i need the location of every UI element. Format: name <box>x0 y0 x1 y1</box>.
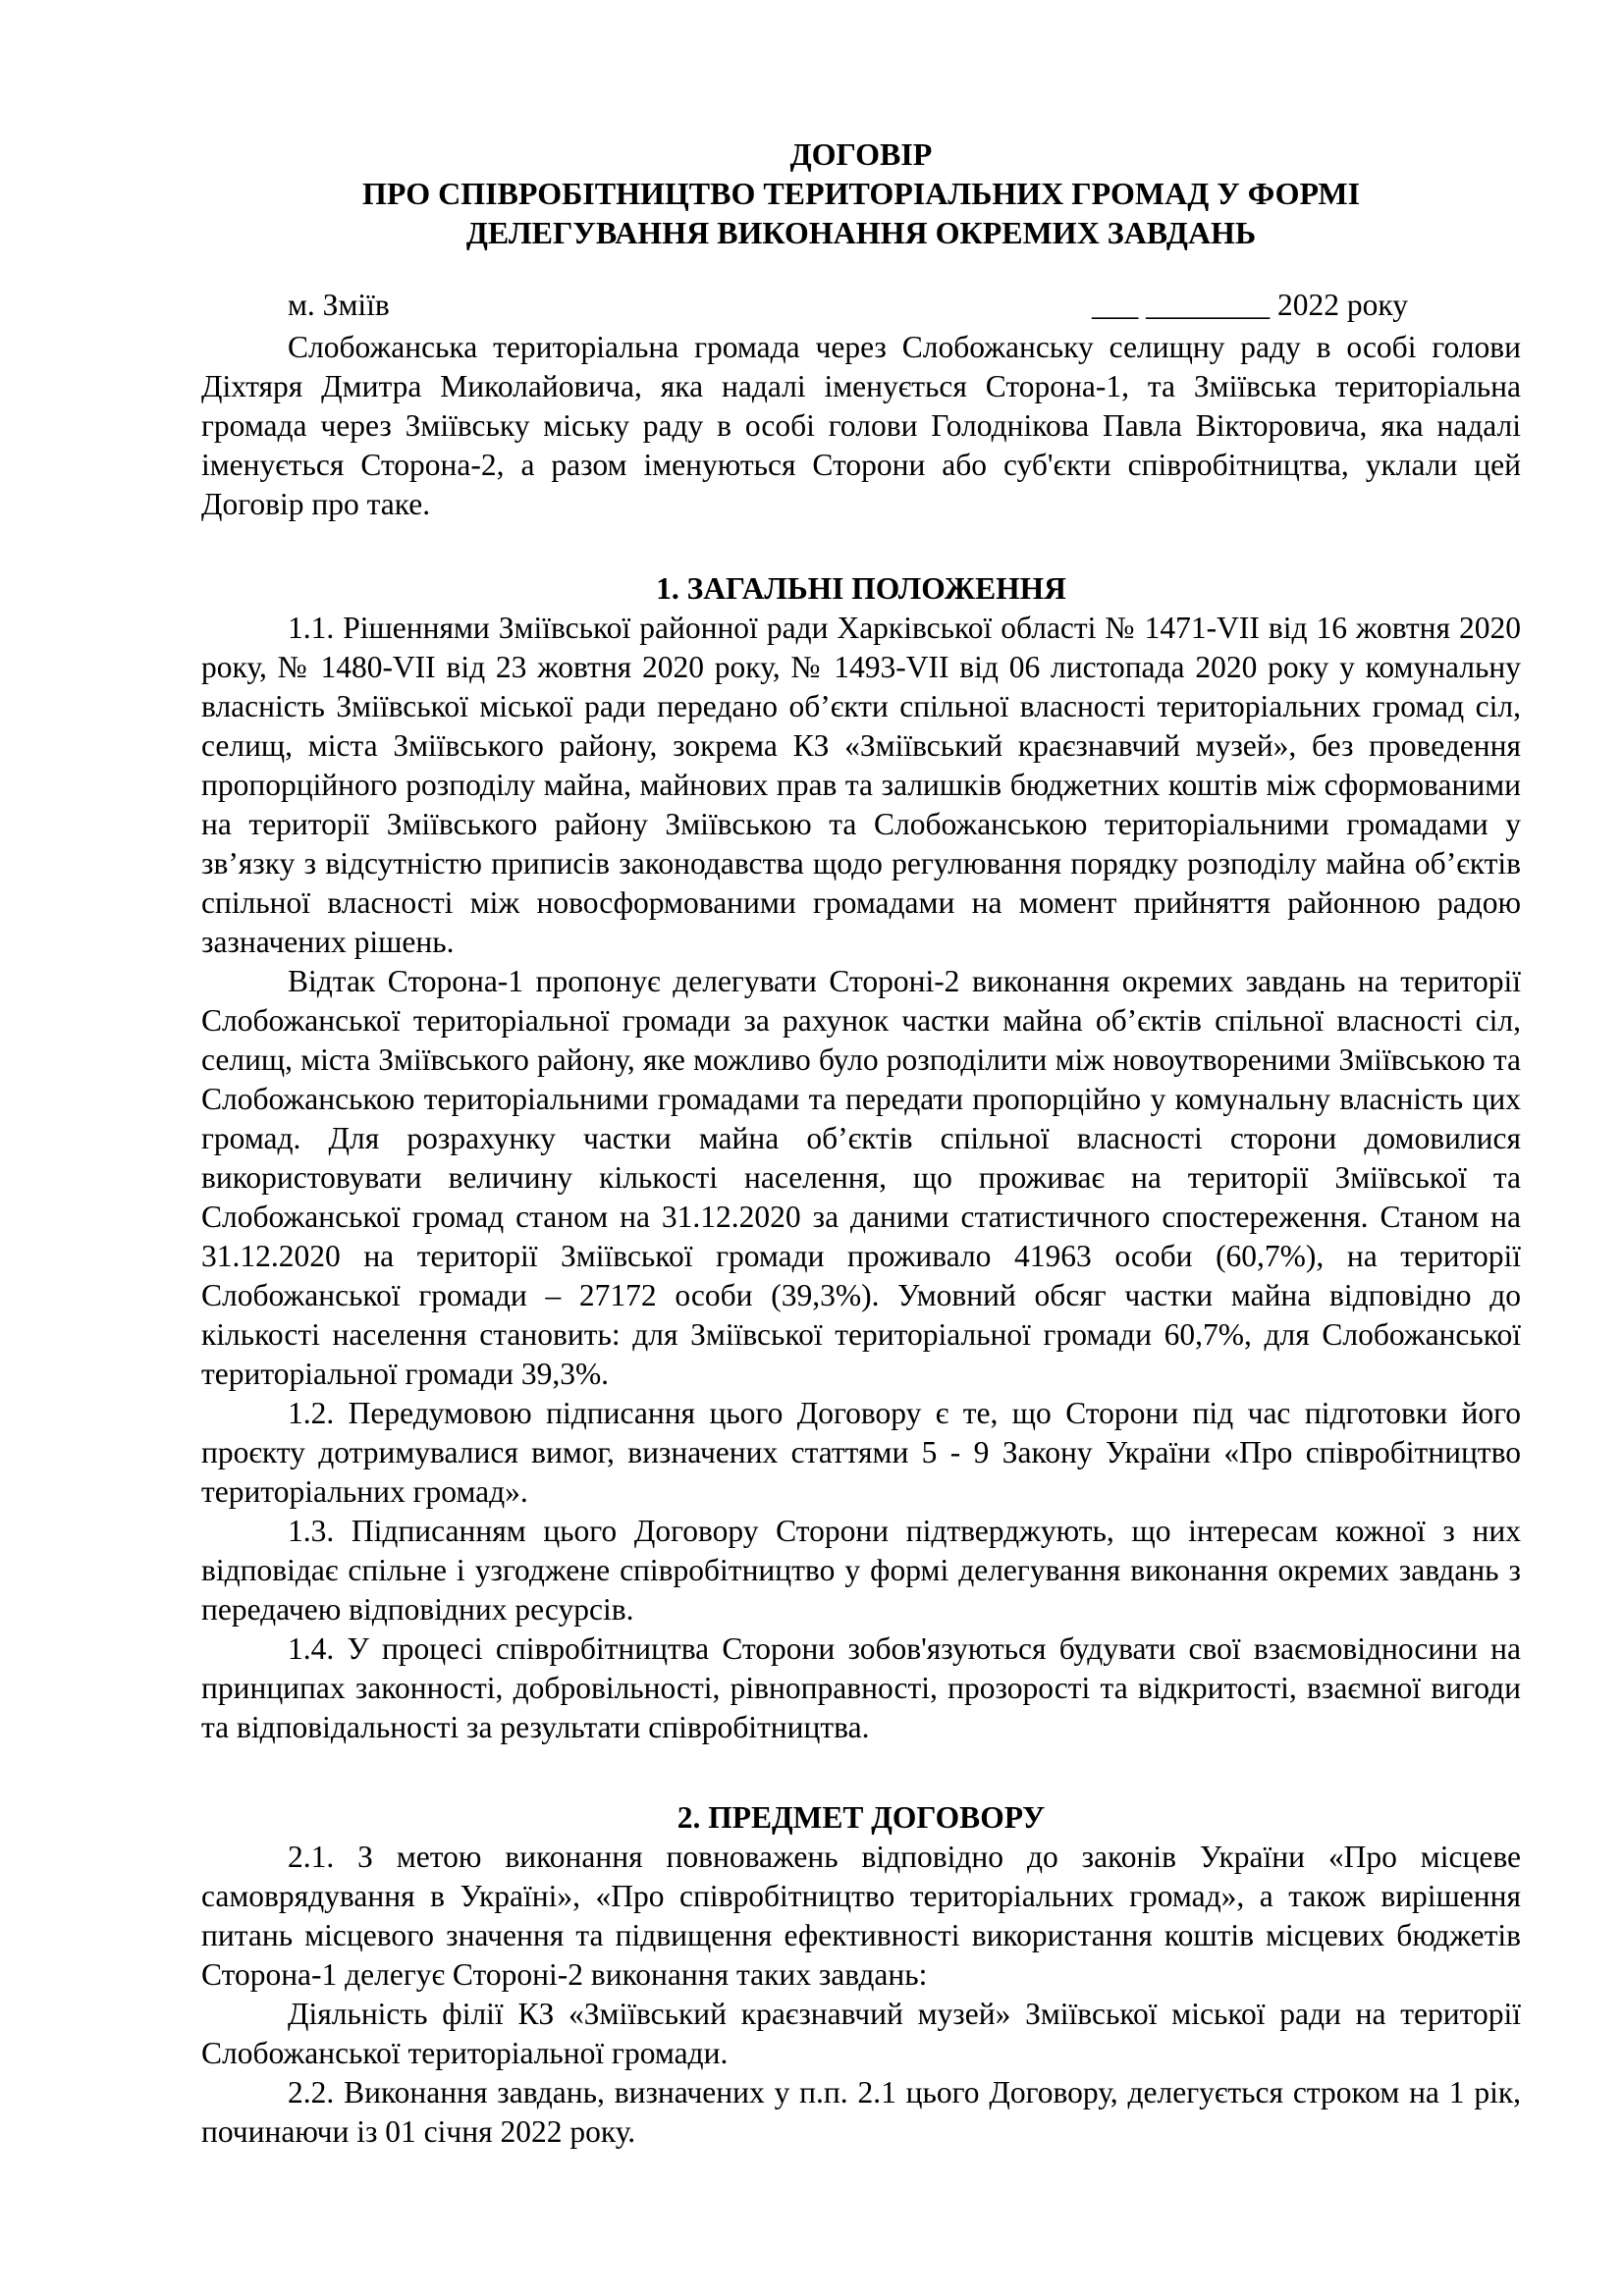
paragraph-1-2: 1.2. Передумовою підписання цього Договору є те, що Сторони під час підготовки його проєкту дотримувалися вимог, визначених статтями 5 - 9 Закону України «Про співробітництво територіальних громад». <box>201 1396 1521 1509</box>
title-line-3: ДЕЛЕГУВАННЯ ВИКОНАННЯ ОКРЕМИХ ЗАВДАНЬ <box>465 215 1257 250</box>
paragraph-1-4: 1.4. У процесі співробітництва Сторони зобов'язуються будувати свої взаємовідносини на принципах законності, добровільності, рівноправності, прозорості та відкритості, взаємної вигоди та відповідальності за результати співробітництва. <box>201 1631 1521 1744</box>
paragraph-2-2: 2.2. Виконання завдань, визначених у п.п. 2.1 цього Договору, делегується строком на 1 рік, починаючи із 01 січня 2022 року. <box>201 2075 1521 2149</box>
intro-paragraph: Слобожанська територіальна громада через Слобожанську селищну раду в особі голови Діхтяря Дмитра Миколайовича, яка надалі іменується Сторона-1, та Зміївська територіальна громада через Зміївську міську раду в особі голови Голоднікова Павла Вікторовича, яка надалі іменується Сторона-2, а разом іменуються Сторони або суб'єкти співробітництва, уклали цей Договір про таке. <box>201 330 1521 521</box>
place-date-row <box>201 286 1521 325</box>
date-label: ___ ________ 2022 року <box>1092 288 1408 322</box>
title-line-2: ПРО СПІВРОБІТНИЦТВО ТЕРИТОРІАЛЬНИХ ГРОМАД У ФОРМІ <box>361 176 1361 211</box>
paragraph-2-1: 2.1. З метою виконання повноважень відповідно до законів України «Про місцеве самоврядування в Україні», «Про співробітництво територіальних громад», а також вирішення питань місцевого значення та підвищення ефективності використання коштів місцевих бюджетів Сторона-1 делегує Стороні-2 виконання таких завдань: <box>201 1840 1521 1992</box>
document-body <box>201 134 1521 2152</box>
paragraph-1-3: 1.3. Підписанням цього Договору Сторони підтверджують, що інтересам кожної з них відповідає спільне і узгоджене співробітництво у формі делегування виконання окремих завдань з передачею відповідних ресурсів. <box>201 1514 1521 1627</box>
paragraph-1-1: 1.1. Рішеннями Зміївської районної ради Харківської області № 1471-VII від 16 жовтня 2020 року, № 1480-VII від 23 жовтня 2020 року, № 1493-VII від 06 листопада 2020 року у комунальну власність Зміївської міської ради передано об’єкти спільної власності територіальних громад сіл, селищ, міста Зміївського району, зокрема КЗ «Зміївський краєзнавчий музей», без проведення пропорційного розподілу майна, майнових прав та залишків бюджетних коштів між сформованими на території Зміївського району Зміївською та Слобожанською територіальними громадами у зв’язку з відсутністю приписів законодавства щодо регулювання порядку розподілу майна об’єктів спільної власності між новосформованими громадами на момент прийняття районною радою зазначених рішень. <box>201 611 1521 959</box>
section-1-heading: 1. ЗАГАЛЬНІ ПОЛОЖЕННЯ <box>656 571 1066 606</box>
section-2-heading: 2. ПРЕДМЕТ ДОГОВОРУ <box>677 1800 1046 1835</box>
title-line-1: ДОГОВІР <box>789 136 933 172</box>
paragraph-1-1-continued: Відтак Сторона-1 пропонує делегувати Стороні-2 виконання окремих завдань на території Слобожанської територіальної громади за рахунок частки майна об’єктів спільної власності сіл, селищ, міста Зміївського району, яке можливо було розподілити між новоутвореними Зміївською та Слобожанською територіальними громадами та передати пропорційно у комунальну власність цих громад. Для розрахунку частки майна об’єктів спільної власності сторони домовилися використовувати величину кількості населення, що проживає на території Зміївської та Слобожанської громад станом на 31.12.2020 за даними статистичного спостереження. Станом на 31.12.2020 на території Зміївської громади проживало 41963 особи (60,7%), на території Слобожанської громади – 27172 особи (39,3%). Умовний обсяг частки майна відповідно до кількості населення становить: для Зміївської територіальної громади 60,7%, для Слобожанської територіальної громади 39,3%. <box>201 964 1521 1391</box>
paragraph-2-1-continued: Діяльність філії КЗ «Зміївський краєзнавчий музей» Зміївської міської ради на території Слобожанської територіальної громади. <box>201 1997 1521 2070</box>
place-label: м. Зміїв <box>288 288 390 322</box>
document-title <box>201 134 1521 252</box>
